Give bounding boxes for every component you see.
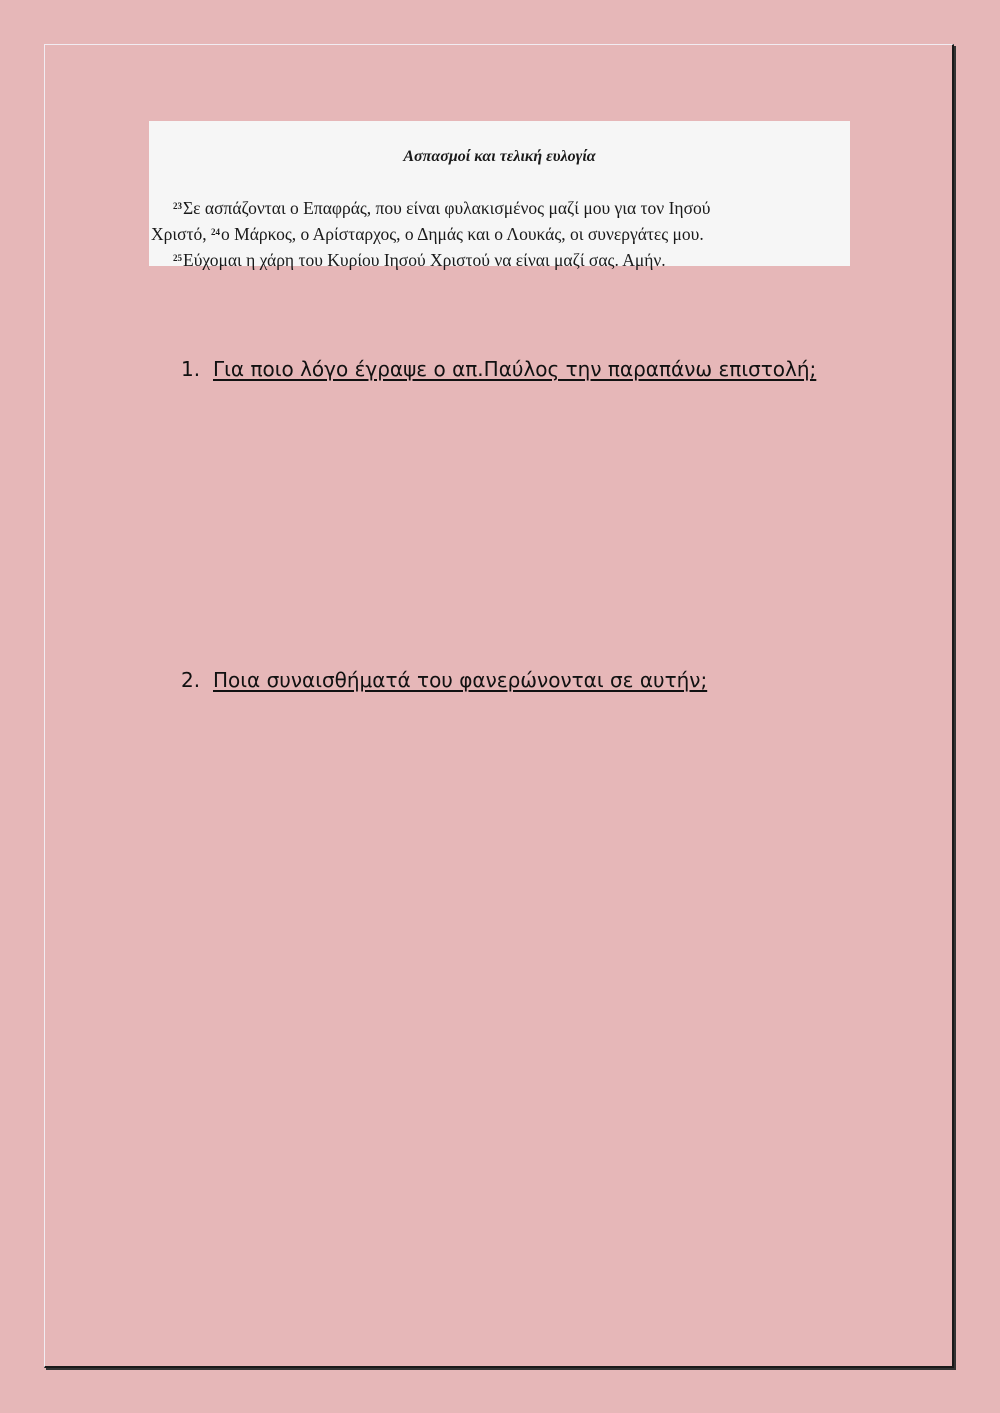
verse-number: 25 [173,253,182,263]
question-number: 1. [181,357,201,381]
passage-line [151,194,841,220]
passage-title: Ασπασμοί και τελική ευλογία [403,148,596,165]
scripture-passage-box [149,121,850,270]
passage-line [151,246,841,272]
verse-text: ο Μάρκος, ο Αρίσταρχος, ο Δημάς και ο Λουκάς, οι συνεργάτες μου. [221,224,704,244]
passage-text [151,194,841,272]
passage-line [151,220,841,246]
verse-text: Εύχομαι η χάρη του Κυρίου Ιησού Χριστού να είναι μαζί σας. Αμήν. [183,250,666,270]
question-text: Ποια συναισθήματά του φανερώνονται σε αυτήν; [213,668,708,692]
question-1 [181,357,816,381]
verse-text: Σε ασπάζονται ο Επαφράς, που είναι φυλακισμένος μαζί μου για τον Ιησού [183,198,711,218]
question-number: 2. [181,668,201,692]
question-2 [181,668,707,692]
question-text: Για ποιο λόγο έγραψε ο απ.Παύλος την παραπάνω επιστολή; [213,357,817,381]
verse-number: 24 [211,227,221,237]
verse-number: 23 [173,201,182,211]
verse-text: Χριστό, [151,224,212,244]
